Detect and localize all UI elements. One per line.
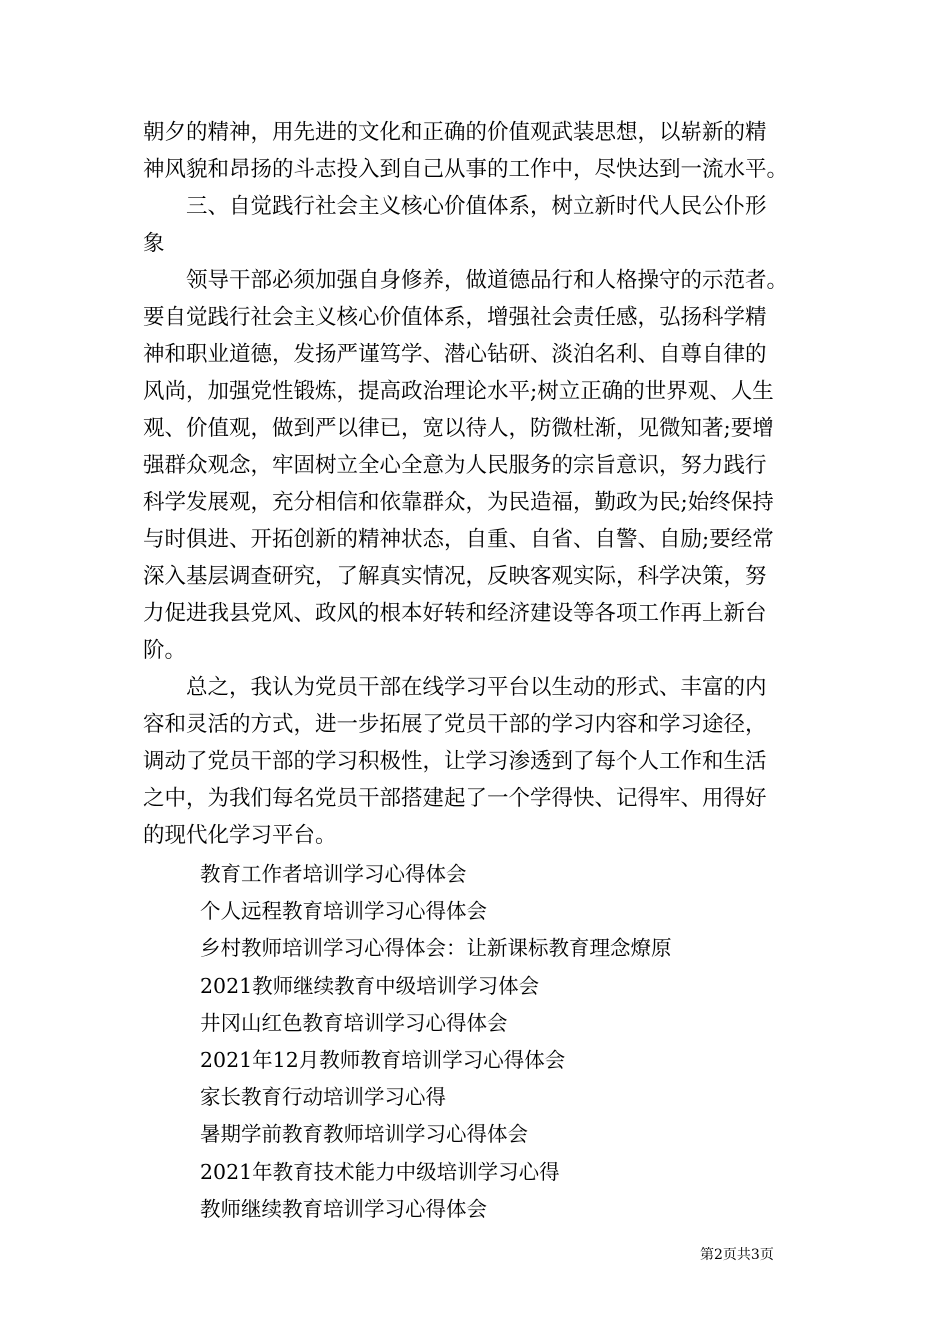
related-article-link[interactable]: 井冈山红色教育培训学习心得体会 [200,1010,508,1035]
related-article-link[interactable]: 2021年12月教师教育培训学习心得体会 [200,1047,566,1072]
body-line: 朝夕的精神，用先进的文化和正确的价值观武装思想，以崭新的精 [143,120,767,145]
page-number-footer: 第2页共3页 [700,1247,774,1263]
body-line: 风尚，加强党性锻炼，提高政治理论水平;树立正确的世界观、人生 [143,379,774,404]
body-line: 强群众观念，牢固树立全心全意为人民服务的宗旨意识，努力践行 [143,453,767,478]
body-line: 神和职业道德，发扬严谨笃学、潜心钻研、淡泊名利、自尊自律的 [143,342,767,367]
body-line: 的现代化学习平台。 [143,823,337,848]
related-article-link[interactable]: 乡村教师培训学习心得体会：让新课标教育理念燎原 [200,936,672,961]
related-article-link[interactable]: 家长教育行动培训学习心得 [200,1085,446,1110]
body-line: 领导干部必须加强自身修养，做道德品行和人格操守的示范者。 [186,268,789,293]
document-body [143,114,813,854]
body-line: 之中，为我们每名党员干部搭建起了一个学得快、记得牢、用得好 [143,786,767,811]
section-heading-continuation: 象 [143,231,165,256]
section-heading: 三、自觉践行社会主义核心价值体系，树立新时代人民公仆形 [186,194,767,219]
related-article-link[interactable]: 教育工作者培训学习心得体会 [200,862,467,886]
related-article-link[interactable]: 教师继续教育培训学习心得体会 [200,1196,487,1221]
body-line: 力促进我县党风、政风的根本好转和经济建设等各项工作再上新台 [143,601,767,626]
body-line: 要自觉践行社会主义核心价值体系，增强社会责任感，弘扬科学精 [143,305,767,330]
body-line: 观、价值观，做到严以律已，宽以待人，防微杜渐，见微知著;要增 [143,416,774,441]
related-article-link[interactable]: 2021年教育技术能力中级培训学习心得 [200,1159,560,1184]
related-articles-list [200,856,820,1228]
body-line: 与时俱进、开拓创新的精神状态，自重、自省、自警、自励;要经常 [143,527,774,552]
body-line: 深入基层调查研究，了解真实情况，反映客观实际，科学决策，努 [143,564,767,589]
body-line: 容和灵活的方式，进一步拓展了党员干部的学习内容和学习途径， [143,712,767,737]
related-article-link[interactable]: 个人远程教育培训学习心得体会 [200,899,487,924]
body-line: 阶。 [143,638,187,663]
related-article-link[interactable]: 暑期学前教育教师培训学习心得体会 [200,1122,528,1147]
body-line: 调动了党员干部的学习积极性，让学习渗透到了每个人工作和生活 [143,749,767,774]
body-line: 科学发展观，充分相信和依靠群众，为民造福，勤政为民;始终保持 [143,490,774,515]
body-line: 总之，我认为党员干部在线学习平台以生动的形式、丰富的内 [186,675,767,700]
body-line: 神风貌和昂扬的斗志投入到自己从事的工作中，尽快达到一流水平。 [143,157,789,182]
related-article-link[interactable]: 2021教师继续教育中级培训学习体会 [200,973,540,998]
